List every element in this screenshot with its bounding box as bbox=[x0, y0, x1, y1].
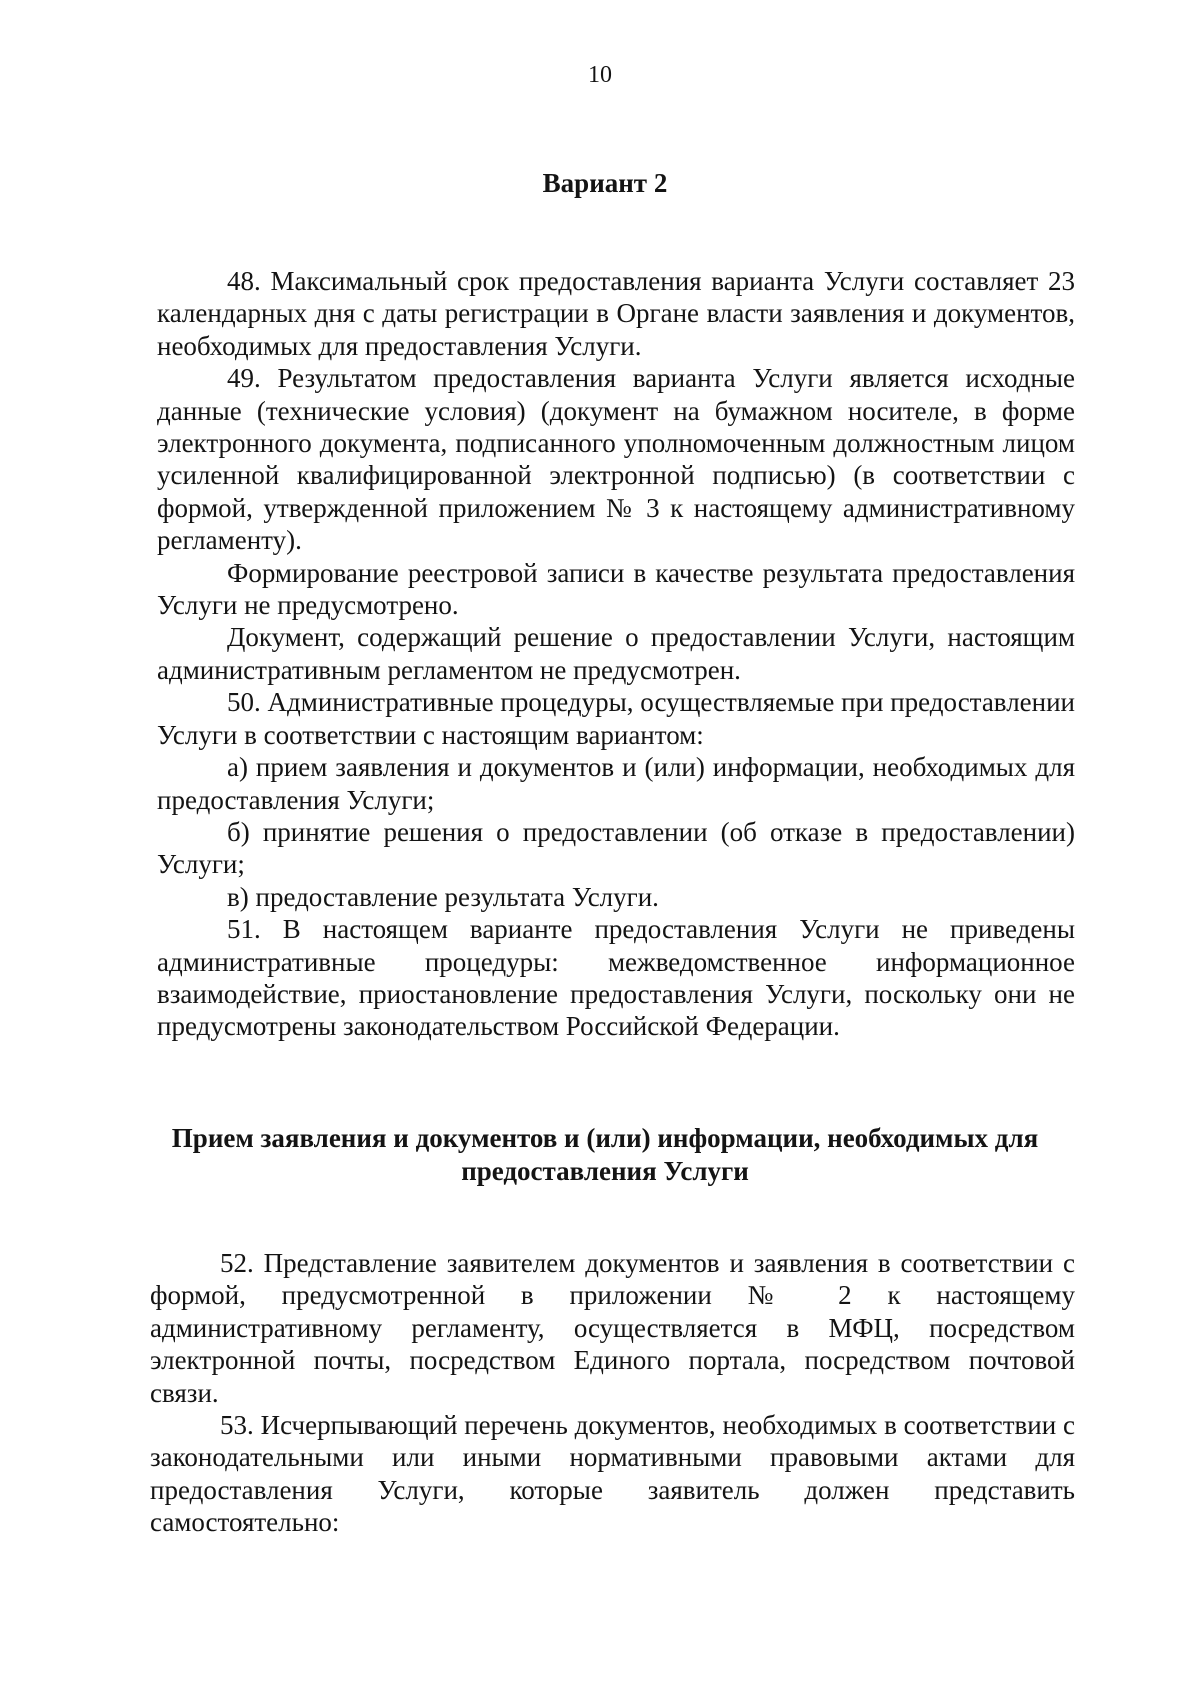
page-number: 10 bbox=[588, 62, 612, 88]
paragraph-48: 48. Максимальный срок предоставления варианта Услуги составляет 23 календарных дня с даты регистрации в Органе власти заявления и документов, необходимых для предоставления Услуги. bbox=[157, 266, 1075, 361]
paragraph-51: 51. В настоящем варианте предоставления Услуги не приведены административные процедуры: межведомственное информационное взаимодействие, приостановление предоставления Услуги, поскольку они не предусмотрены законодательством Российской Федерации. bbox=[157, 914, 1075, 1042]
paragraph-52: 52. Представление заявителем документов и заявления в соответствии с формой, предусмотренной в приложении № 2 к настоящему административному регламенту, осуществляется в МФЦ, посредством электронной почты, посредством Единого портала, посредством почтовой связи. bbox=[150, 1248, 1075, 1408]
list-item-b: б) принятие решения о предоставлении (об отказе в предоставлении) Услуги; bbox=[157, 816, 1075, 880]
paragraph-decision-document: Документ, содержащий решение о предоставлении Услуги, настоящим административным регламентом не предусмотрен. bbox=[157, 622, 1075, 685]
variant-title: Вариант 2 bbox=[542, 168, 668, 198]
list-item-a: а) прием заявления и документов и (или) информации, необходимых для предоставления Услуги; bbox=[157, 752, 1075, 815]
text-block-variant bbox=[157, 265, 1075, 1043]
list-item-v: в) предоставление результата Услуги. bbox=[227, 881, 659, 912]
paragraph-registry-record: Формирование реестровой записи в качестве результата предоставления Услуги не предусмотрено. bbox=[157, 557, 1075, 621]
paragraph-50: 50. Административные процедуры, осуществляемые при предоставлении Услуги в соответствии с настоящим вариантом: bbox=[157, 687, 1075, 750]
section-title: Прием заявления и документов и (или) информации, необходимых для предоставления Услуги bbox=[171, 1123, 1039, 1186]
paragraph-49: 49. Результатом предоставления варианта Услуги является исходные данные (технические условия) (документ на бумажном носителе, в форме электронного документа, подписанного уполномоченным должностным лицом усиленной квалифицированной электронной подписью) (в соответствии с формой, утвержденной приложением № 3 к настоящему административному регламенту). bbox=[157, 363, 1075, 556]
paragraph-53: 53. Исчерпывающий перечень документов, необходимых в соответствии с законодательными или иными нормативными правовыми актами для предоставления Услуги, которые заявитель должен представить самостоятельно: bbox=[150, 1410, 1075, 1538]
text-block-section bbox=[150, 1247, 1075, 1539]
